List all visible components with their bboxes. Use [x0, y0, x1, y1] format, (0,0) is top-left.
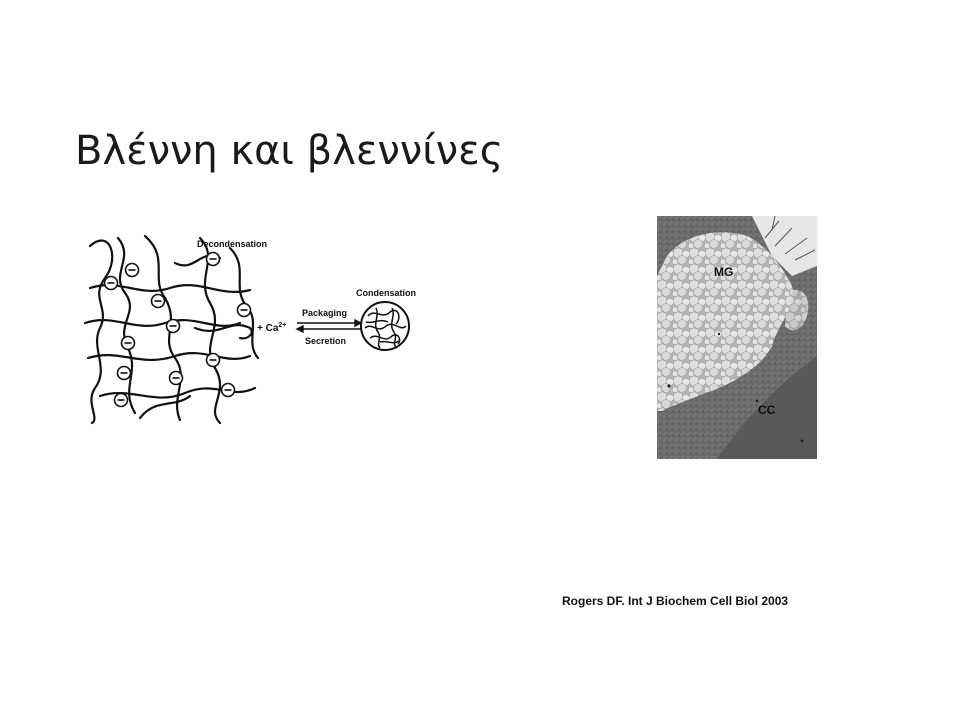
decondensation-label: Decondensation — [197, 239, 268, 249]
secretion-label: Secretion — [305, 336, 347, 346]
charge-8 — [207, 354, 220, 367]
ion-symbol: + Ca — [257, 323, 279, 334]
charge-10 — [170, 372, 183, 385]
ion-charge: 2+ — [278, 322, 287, 329]
negative-charges — [105, 253, 251, 407]
charge-3 — [105, 277, 118, 290]
citation: Rogers DF. Int J Biochem Cell Biol 2003 — [562, 594, 789, 608]
charge-2 — [207, 253, 220, 266]
ion-label — [257, 322, 286, 334]
charge-4 — [152, 295, 165, 308]
charge-1 — [126, 264, 139, 277]
charge-9 — [118, 367, 131, 380]
charge-5 — [238, 304, 251, 317]
charge-12 — [115, 394, 128, 407]
mucin-condensation-diagram — [80, 228, 440, 428]
charge-7 — [122, 337, 135, 350]
packaging-label: Packaging — [302, 308, 348, 318]
electron-micrograph — [657, 216, 817, 459]
packaging-arrow — [297, 320, 361, 326]
condensation-label: Condensation — [356, 288, 416, 298]
secretion-arrow — [297, 326, 361, 332]
condensed-granule — [361, 302, 409, 350]
charge-6 — [167, 320, 180, 333]
slide-title: Βλέννη και βλεννίνες — [75, 128, 504, 174]
charge-11 — [222, 384, 235, 397]
micrograph-label-mg: MG — [714, 265, 734, 279]
micrograph-label-cc: CC — [758, 403, 776, 417]
